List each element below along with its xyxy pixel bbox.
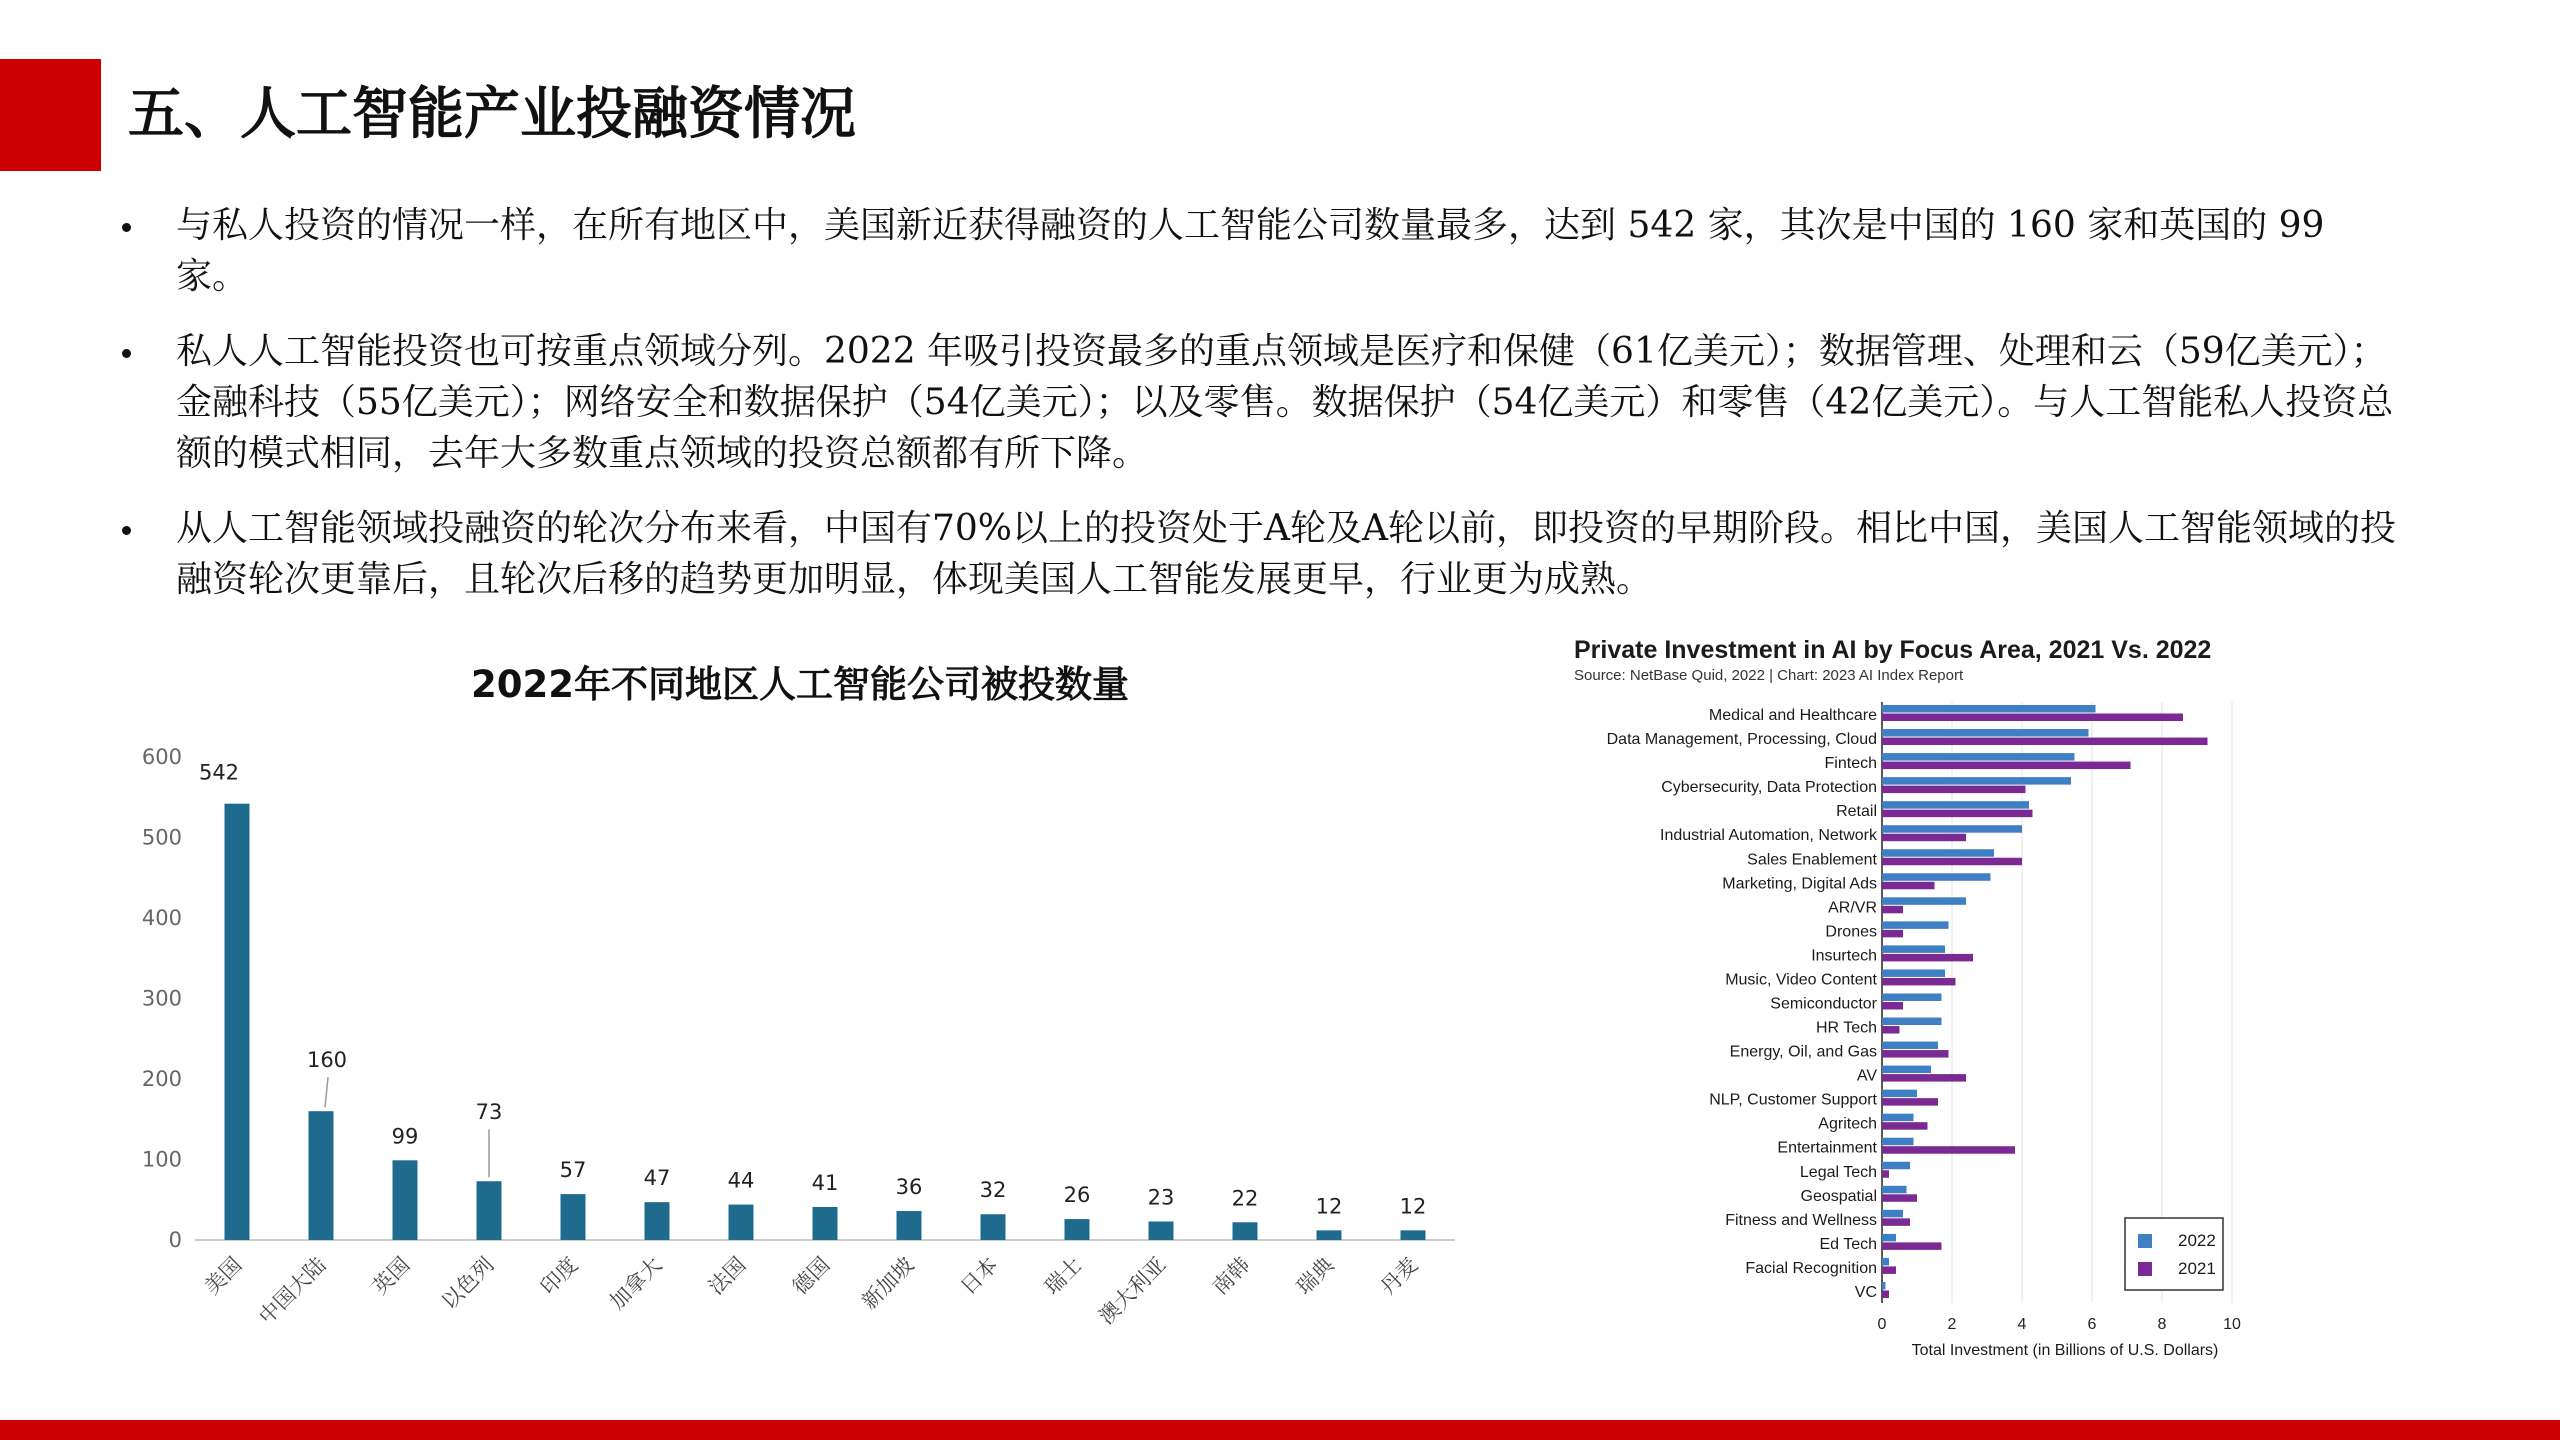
bar-2021	[1882, 1098, 1938, 1106]
chart-subtitle: Source: NetBase Quid, 2022 | Chart: 2023 AI Index Report	[1574, 667, 1964, 684]
category-label: Retail	[1836, 803, 1877, 821]
x-tick-label: 2	[1947, 1316, 1957, 1333]
data-label: 542	[198, 760, 240, 785]
bar-2022	[1882, 801, 2029, 809]
category-label: Semiconductor	[1770, 995, 1877, 1013]
data-label: 47	[643, 1166, 671, 1191]
y-tick-label: 200	[141, 1067, 182, 1091]
x-tick-label: 4	[2017, 1316, 2027, 1333]
category-label: AV	[1856, 1067, 1877, 1085]
y-tick-label: 300	[141, 986, 182, 1011]
bar-2022	[1882, 897, 1966, 905]
bar-2022	[1882, 1018, 1942, 1026]
data-label: 32	[979, 1178, 1007, 1203]
y-tick-label: 0	[168, 1228, 182, 1252]
category-label: NLP, Customer Support	[1709, 1091, 1877, 1109]
legend-swatch	[2138, 1234, 2152, 1248]
bar-2021	[1882, 1122, 1928, 1130]
category-label: Facial Recognition	[1745, 1259, 1877, 1277]
bar-2022	[1882, 1066, 1931, 1074]
legend-box	[2125, 1218, 2223, 1290]
bar-2021	[1882, 762, 2131, 770]
x-tick-label: 0	[1877, 1316, 1887, 1333]
x-tick-label: 南韩	[1207, 1252, 1255, 1300]
bar-2022	[1882, 1138, 1914, 1146]
bar-2022	[1882, 729, 2089, 737]
legend-label: 2021	[2178, 1259, 2216, 1278]
x-tick-label: 中国大陆	[254, 1252, 331, 1329]
bar	[1401, 1230, 1426, 1240]
bar	[477, 1181, 502, 1240]
footer-band	[0, 1420, 2560, 1440]
data-label: 73	[475, 1100, 503, 1125]
bar-2022	[1882, 1282, 1886, 1290]
bar-2021	[1882, 1074, 1966, 1082]
y-tick-label: 100	[141, 1147, 182, 1172]
bar-2022	[1882, 873, 1991, 881]
bar-2021	[1882, 882, 1935, 890]
bar	[309, 1111, 334, 1240]
data-label: 160	[306, 1048, 348, 1073]
bar-2022	[1882, 945, 1945, 953]
category-label: Entertainment	[1777, 1139, 1877, 1157]
bullet-item	[108, 503, 2398, 605]
legend	[2125, 1218, 2223, 1290]
category-label: Drones	[1825, 923, 1877, 941]
bar	[1065, 1219, 1090, 1240]
bar-2021	[1882, 786, 2026, 794]
bar-2022	[1882, 921, 1949, 929]
bar-2022	[1882, 969, 1945, 977]
x-tick-label: 瑞典	[1291, 1252, 1339, 1300]
bar-2021	[1882, 930, 1903, 938]
x-tick-label: 法国	[703, 1252, 751, 1300]
x-tick-label: 澳大利亚	[1094, 1252, 1171, 1329]
bullet-item	[108, 326, 2398, 479]
category-label: Medical and Healthcare	[1708, 707, 1877, 725]
x-tick-label: 丹麦	[1375, 1252, 1423, 1300]
bar-2022	[1882, 993, 1942, 1001]
bullet-marker	[122, 223, 131, 232]
category-label: Marketing, Digital Ads	[1722, 875, 1877, 893]
data-label: 44	[727, 1168, 755, 1193]
category-label: AR/VR	[1828, 899, 1877, 917]
bar	[1233, 1222, 1258, 1240]
data-label-leader	[325, 1077, 328, 1107]
bar	[729, 1205, 754, 1240]
y-tick-label: 500	[141, 825, 182, 850]
x-tick-label: 美国	[199, 1252, 247, 1300]
x-axis-label: Total Investment (in Billions of U.S. Dollars)	[1911, 1342, 2219, 1359]
legend-swatch	[2138, 1262, 2152, 1276]
bar-2021	[1882, 714, 2183, 722]
data-label: 22	[1231, 1186, 1259, 1211]
focus-area-bar-chart	[1560, 630, 2280, 1370]
bullet-text: 与私人投资的情况一样，在所有地区中，美国新近获得融资的人工智能公司数量最多，达到 542 家，其次是中国的 160 家和英国的 99 家。	[176, 205, 2325, 297]
data-label: 57	[559, 1158, 587, 1183]
bar	[1317, 1230, 1342, 1240]
bar-2022	[1882, 705, 2096, 713]
bar	[225, 804, 250, 1240]
data-label: 36	[895, 1175, 923, 1200]
bar-2021	[1882, 1002, 1903, 1010]
bar-2021	[1882, 1242, 1942, 1250]
bar-2022	[1882, 753, 2075, 761]
bar-2021	[1882, 954, 1973, 962]
bar-2021	[1882, 906, 1903, 914]
bar-2021	[1882, 1194, 1917, 1202]
bar-2022	[1882, 1162, 1910, 1170]
bullet-text: 从人工智能领域投融资的轮次分布来看，中国有70%以上的投资处于A轮及A轮以前，即投资的早期阶段。相比中国，美国人工智能领域的投融资轮次更靠后，且轮次后移的趋势更加明显，体现美国人工智能发展更早，行业更为成熟。	[176, 508, 2397, 600]
bar-2022	[1882, 1042, 1938, 1050]
bullet-item	[108, 200, 2398, 302]
category-label: Sales Enablement	[1747, 851, 1877, 869]
category-label: Insurtech	[1811, 947, 1877, 965]
bar	[813, 1207, 838, 1240]
category-label: VC	[1854, 1283, 1877, 1301]
category-label: HR Tech	[1815, 1019, 1877, 1037]
category-label: Industrial Automation, Network	[1660, 827, 1877, 845]
bar-2022	[1882, 1114, 1914, 1122]
x-tick-label: 英国	[367, 1252, 415, 1300]
bar-2021	[1882, 834, 1966, 842]
bar	[645, 1202, 670, 1240]
x-tick-label: 10	[2223, 1316, 2241, 1333]
bar-2021	[1882, 978, 1956, 986]
bar	[981, 1214, 1006, 1240]
bullet-marker	[122, 526, 131, 535]
bar-2021	[1882, 1266, 1896, 1274]
x-tick-label: 新加坡	[857, 1252, 919, 1315]
bar	[897, 1211, 922, 1240]
bar-2022	[1882, 1258, 1889, 1266]
bar-2021	[1882, 1218, 1910, 1226]
bar	[393, 1160, 418, 1240]
page-title: 五、人工智能产业投融资情况	[128, 81, 856, 147]
bar-2022	[1882, 1234, 1896, 1242]
bar-2022	[1882, 825, 2022, 833]
bar-2021	[1882, 1170, 1889, 1178]
category-label: Music, Video Content	[1725, 971, 1877, 989]
bar-2021	[1882, 858, 2022, 866]
bar-2021	[1882, 1290, 1889, 1298]
bar	[561, 1194, 586, 1240]
category-label: Cybersecurity, Data Protection	[1661, 779, 1877, 797]
bullet-marker	[122, 349, 131, 358]
x-tick-label: 瑞士	[1039, 1252, 1087, 1300]
category-label: Data Management, Processing, Cloud	[1606, 731, 1877, 749]
data-label: 41	[811, 1170, 839, 1195]
y-tick-label: 600	[141, 745, 182, 769]
bar-2022	[1882, 849, 1994, 857]
category-label: Geospatial	[1800, 1187, 1877, 1205]
x-tick-label: 6	[2087, 1316, 2097, 1333]
y-tick-label: 400	[141, 906, 182, 930]
data-label: 12	[1399, 1194, 1427, 1219]
category-label: Fintech	[1824, 755, 1877, 773]
bar-2021	[1882, 810, 2033, 818]
bar	[1149, 1221, 1174, 1240]
data-label: 99	[391, 1124, 419, 1149]
bar-2022	[1882, 1090, 1917, 1098]
x-tick-label: 加拿大	[605, 1252, 667, 1315]
category-label: Legal Tech	[1799, 1163, 1877, 1181]
data-label: 12	[1315, 1194, 1343, 1219]
bullet-list	[108, 200, 2398, 629]
x-tick-label: 德国	[787, 1252, 835, 1300]
region-investment-bar-chart	[100, 640, 1480, 1360]
bar-2021	[1882, 738, 2208, 746]
category-label: Energy, Oil, and Gas	[1729, 1043, 1877, 1061]
chart-title: Private Investment in AI by Focus Area, 2021 Vs. 2022	[1574, 636, 2212, 664]
x-tick-label: 以色列	[437, 1252, 499, 1315]
category-label: Ed Tech	[1819, 1235, 1877, 1253]
legend-label: 2022	[2178, 1231, 2216, 1250]
x-tick-label: 日本	[955, 1252, 1003, 1300]
title-accent-block	[0, 59, 101, 171]
x-tick-label: 8	[2157, 1316, 2167, 1333]
chart-title: 2022年不同地区人工智能公司被投数量	[471, 663, 1129, 706]
bar-2021	[1882, 1146, 2015, 1154]
bar-2021	[1882, 1026, 1900, 1034]
bullet-text: 私人人工智能投资也可按重点领域分列。2022 年吸引投资最多的重点领域是医疗和保健（61亿美元）；数据管理、处理和云（59亿美元）；金融科技（55亿美元）；网络安全和数据保护（54亿美元）；以及零售。数据保护（54亿美元）和零售（42亿美元）。与人工智能私人投资总额的模式相同，去年大多数重点领域的投资总额都有所下降。	[176, 331, 2394, 474]
bar-2022	[1882, 1210, 1903, 1218]
bar-2022	[1882, 1186, 1907, 1194]
x-tick-label: 印度	[535, 1252, 583, 1300]
bar-2022	[1882, 777, 2071, 785]
bar-2021	[1882, 1050, 1949, 1058]
data-label: 26	[1063, 1183, 1091, 1208]
data-label: 23	[1147, 1185, 1175, 1210]
category-label: Fitness and Wellness	[1725, 1211, 1877, 1229]
category-label: Agritech	[1818, 1115, 1877, 1133]
